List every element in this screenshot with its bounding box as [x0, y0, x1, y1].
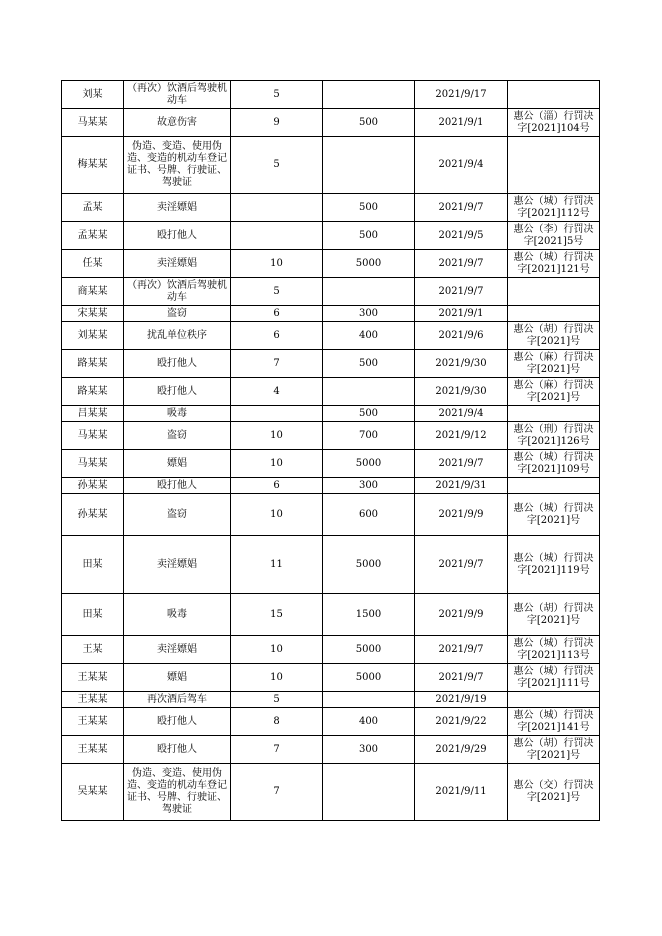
table-row — [62, 536, 600, 594]
cell-days: 7 — [231, 764, 323, 821]
cell-days: 10 — [231, 636, 323, 664]
cell-name: 田某 — [62, 594, 124, 636]
cell-offense: 伪造、变造、使用伪造、变造的机动车登记证书、号牌、行驶证、驾驶证 — [124, 137, 231, 194]
cell-name: 刘某某 — [62, 322, 124, 350]
cell-date: 2021/9/11 — [415, 764, 508, 821]
cell-doc — [508, 692, 600, 708]
cell-fine: 600 — [323, 494, 415, 536]
cell-doc — [508, 306, 600, 322]
cell-fine: 300 — [323, 736, 415, 764]
cell-offense: （再次）饮酒后驾驶机动车 — [124, 81, 231, 109]
cell-date: 2021/9/4 — [415, 137, 508, 194]
table-row — [62, 478, 600, 494]
cell-fine: 1500 — [323, 594, 415, 636]
cell-date: 2021/9/17 — [415, 81, 508, 109]
cell-offense: 殴打他人 — [124, 222, 231, 250]
cell-date: 2021/9/4 — [415, 406, 508, 422]
cell-name: 宋某某 — [62, 306, 124, 322]
cell-doc: 惠公（城）行罚决字[2021]113号 — [508, 636, 600, 664]
cell-name: 孟某某 — [62, 222, 124, 250]
cell-offense: 殴打他人 — [124, 736, 231, 764]
table-row — [62, 406, 600, 422]
cell-doc: 惠公（城）行罚决字[2021]121号 — [508, 250, 600, 278]
cell-fine: 5000 — [323, 250, 415, 278]
cell-name: 王某某 — [62, 692, 124, 708]
cell-name: 路某某 — [62, 378, 124, 406]
cell-offense: 殴打他人 — [124, 708, 231, 736]
cell-days: 11 — [231, 536, 323, 594]
cell-name: 孙某某 — [62, 478, 124, 494]
cell-fine: 500 — [323, 194, 415, 222]
cell-offense: 再次酒后驾车 — [124, 692, 231, 708]
cell-offense: 殴打他人 — [124, 378, 231, 406]
table-row — [62, 222, 600, 250]
cell-offense: 卖淫嫖娼 — [124, 536, 231, 594]
cell-date: 2021/9/30 — [415, 350, 508, 378]
cell-doc: 惠公（交）行罚决字[2021]号 — [508, 764, 600, 821]
table-row — [62, 764, 600, 821]
cell-fine: 300 — [323, 478, 415, 494]
cell-doc — [508, 406, 600, 422]
cell-name: 商某某 — [62, 278, 124, 306]
table-row — [62, 664, 600, 692]
cell-name: 王某 — [62, 636, 124, 664]
cell-days — [231, 194, 323, 222]
cell-days: 5 — [231, 81, 323, 109]
table-row — [62, 636, 600, 664]
penalty-table — [61, 80, 600, 821]
cell-offense: 扰乱单位秩序 — [124, 322, 231, 350]
cell-offense: 吸毒 — [124, 406, 231, 422]
cell-date: 2021/9/19 — [415, 692, 508, 708]
cell-date: 2021/9/7 — [415, 664, 508, 692]
table-row — [62, 692, 600, 708]
cell-offense: 卖淫嫖娼 — [124, 194, 231, 222]
cell-name: 王某某 — [62, 736, 124, 764]
cell-fine — [323, 137, 415, 194]
cell-date: 2021/9/7 — [415, 636, 508, 664]
cell-days: 7 — [231, 736, 323, 764]
cell-date: 2021/9/6 — [415, 322, 508, 350]
cell-fine: 5000 — [323, 664, 415, 692]
cell-fine — [323, 692, 415, 708]
cell-days: 5 — [231, 692, 323, 708]
cell-offense: 盗窃 — [124, 306, 231, 322]
table-row — [62, 378, 600, 406]
cell-days: 10 — [231, 494, 323, 536]
cell-date: 2021/9/7 — [415, 250, 508, 278]
cell-days: 8 — [231, 708, 323, 736]
cell-doc: 惠公（城）行罚决字[2021]号 — [508, 494, 600, 536]
cell-name: 路某某 — [62, 350, 124, 378]
cell-name: 吕某某 — [62, 406, 124, 422]
cell-days: 10 — [231, 422, 323, 450]
cell-days: 5 — [231, 278, 323, 306]
cell-date: 2021/9/31 — [415, 478, 508, 494]
cell-name: 田某 — [62, 536, 124, 594]
cell-offense: 伪造、变造、使用伪造、变造的机动车登记证书、号牌、行驶证、驾驶证 — [124, 764, 231, 821]
cell-name: 吴某某 — [62, 764, 124, 821]
cell-date: 2021/9/30 — [415, 378, 508, 406]
cell-fine: 400 — [323, 322, 415, 350]
cell-offense: 殴打他人 — [124, 350, 231, 378]
cell-fine — [323, 378, 415, 406]
cell-fine — [323, 278, 415, 306]
cell-days: 6 — [231, 478, 323, 494]
cell-name: 王某某 — [62, 708, 124, 736]
cell-name: 孟某 — [62, 194, 124, 222]
cell-offense: （再次）饮酒后驾驶机动车 — [124, 278, 231, 306]
table-row — [62, 81, 600, 109]
cell-doc: 惠公（城）行罚决字[2021]109号 — [508, 450, 600, 478]
cell-offense: 嫖娼 — [124, 450, 231, 478]
cell-fine: 500 — [323, 406, 415, 422]
cell-doc: 惠公（淄）行罚决字[2021]104号 — [508, 109, 600, 137]
cell-days: 4 — [231, 378, 323, 406]
cell-fine: 5000 — [323, 536, 415, 594]
cell-fine — [323, 764, 415, 821]
cell-doc — [508, 478, 600, 494]
cell-doc: 惠公（城）行罚决字[2021]111号 — [508, 664, 600, 692]
cell-date: 2021/9/7 — [415, 278, 508, 306]
cell-offense: 故意伤害 — [124, 109, 231, 137]
cell-fine: 300 — [323, 306, 415, 322]
cell-date: 2021/9/7 — [415, 194, 508, 222]
cell-fine: 400 — [323, 708, 415, 736]
cell-days: 7 — [231, 350, 323, 378]
cell-days: 10 — [231, 250, 323, 278]
cell-date: 2021/9/9 — [415, 594, 508, 636]
cell-days — [231, 222, 323, 250]
table-row — [62, 278, 600, 306]
cell-offense: 卖淫嫖娼 — [124, 250, 231, 278]
cell-date: 2021/9/1 — [415, 306, 508, 322]
cell-doc: 惠公（胡）行罚决字[2021]号 — [508, 736, 600, 764]
cell-date: 2021/9/7 — [415, 536, 508, 594]
cell-fine — [323, 81, 415, 109]
cell-doc — [508, 81, 600, 109]
cell-date: 2021/9/5 — [415, 222, 508, 250]
cell-doc: 惠公（胡）行罚决字[2021]号 — [508, 594, 600, 636]
table-row — [62, 306, 600, 322]
cell-offense: 吸毒 — [124, 594, 231, 636]
cell-days — [231, 406, 323, 422]
cell-date: 2021/9/22 — [415, 708, 508, 736]
cell-doc — [508, 278, 600, 306]
cell-doc: 惠公（麻）行罚决字[2021]号 — [508, 378, 600, 406]
cell-doc: 惠公（城）行罚决字[2021]141号 — [508, 708, 600, 736]
cell-name: 王某某 — [62, 664, 124, 692]
cell-doc: 惠公（胡）行罚决字[2021]号 — [508, 322, 600, 350]
cell-doc: 惠公（李）行罚决字[2021]5号 — [508, 222, 600, 250]
table-row — [62, 109, 600, 137]
table-row — [62, 736, 600, 764]
cell-days: 10 — [231, 664, 323, 692]
cell-doc — [508, 137, 600, 194]
cell-name: 马某某 — [62, 450, 124, 478]
cell-fine: 500 — [323, 109, 415, 137]
cell-days: 15 — [231, 594, 323, 636]
cell-doc: 惠公（麻）行罚决字[2021]号 — [508, 350, 600, 378]
cell-name: 孙某某 — [62, 494, 124, 536]
cell-doc: 惠公（刑）行罚决字[2021]126号 — [508, 422, 600, 450]
cell-name: 梅某某 — [62, 137, 124, 194]
table-row — [62, 322, 600, 350]
cell-days: 6 — [231, 322, 323, 350]
table-row — [62, 422, 600, 450]
cell-date: 2021/9/9 — [415, 494, 508, 536]
table-row — [62, 450, 600, 478]
cell-offense: 盗窃 — [124, 422, 231, 450]
cell-date: 2021/9/29 — [415, 736, 508, 764]
table-row — [62, 594, 600, 636]
cell-fine: 5000 — [323, 450, 415, 478]
cell-days: 9 — [231, 109, 323, 137]
cell-offense: 嫖娼 — [124, 664, 231, 692]
cell-offense: 盗窃 — [124, 494, 231, 536]
cell-fine: 700 — [323, 422, 415, 450]
cell-name: 刘某 — [62, 81, 124, 109]
cell-days: 6 — [231, 306, 323, 322]
table-row — [62, 708, 600, 736]
cell-name: 马某某 — [62, 422, 124, 450]
table-row — [62, 250, 600, 278]
cell-name: 马某某 — [62, 109, 124, 137]
cell-days: 5 — [231, 137, 323, 194]
cell-offense: 卖淫嫖娼 — [124, 636, 231, 664]
cell-date: 2021/9/12 — [415, 422, 508, 450]
cell-name: 任某 — [62, 250, 124, 278]
table-row — [62, 137, 600, 194]
cell-fine: 500 — [323, 350, 415, 378]
cell-date: 2021/9/1 — [415, 109, 508, 137]
cell-offense: 殴打他人 — [124, 478, 231, 494]
cell-doc: 惠公（城）行罚决字[2021]119号 — [508, 536, 600, 594]
table-row — [62, 494, 600, 536]
cell-doc: 惠公（城）行罚决字[2021]112号 — [508, 194, 600, 222]
cell-fine: 5000 — [323, 636, 415, 664]
table-row — [62, 194, 600, 222]
cell-date: 2021/9/7 — [415, 450, 508, 478]
table-row — [62, 350, 600, 378]
cell-fine: 500 — [323, 222, 415, 250]
cell-days: 10 — [231, 450, 323, 478]
